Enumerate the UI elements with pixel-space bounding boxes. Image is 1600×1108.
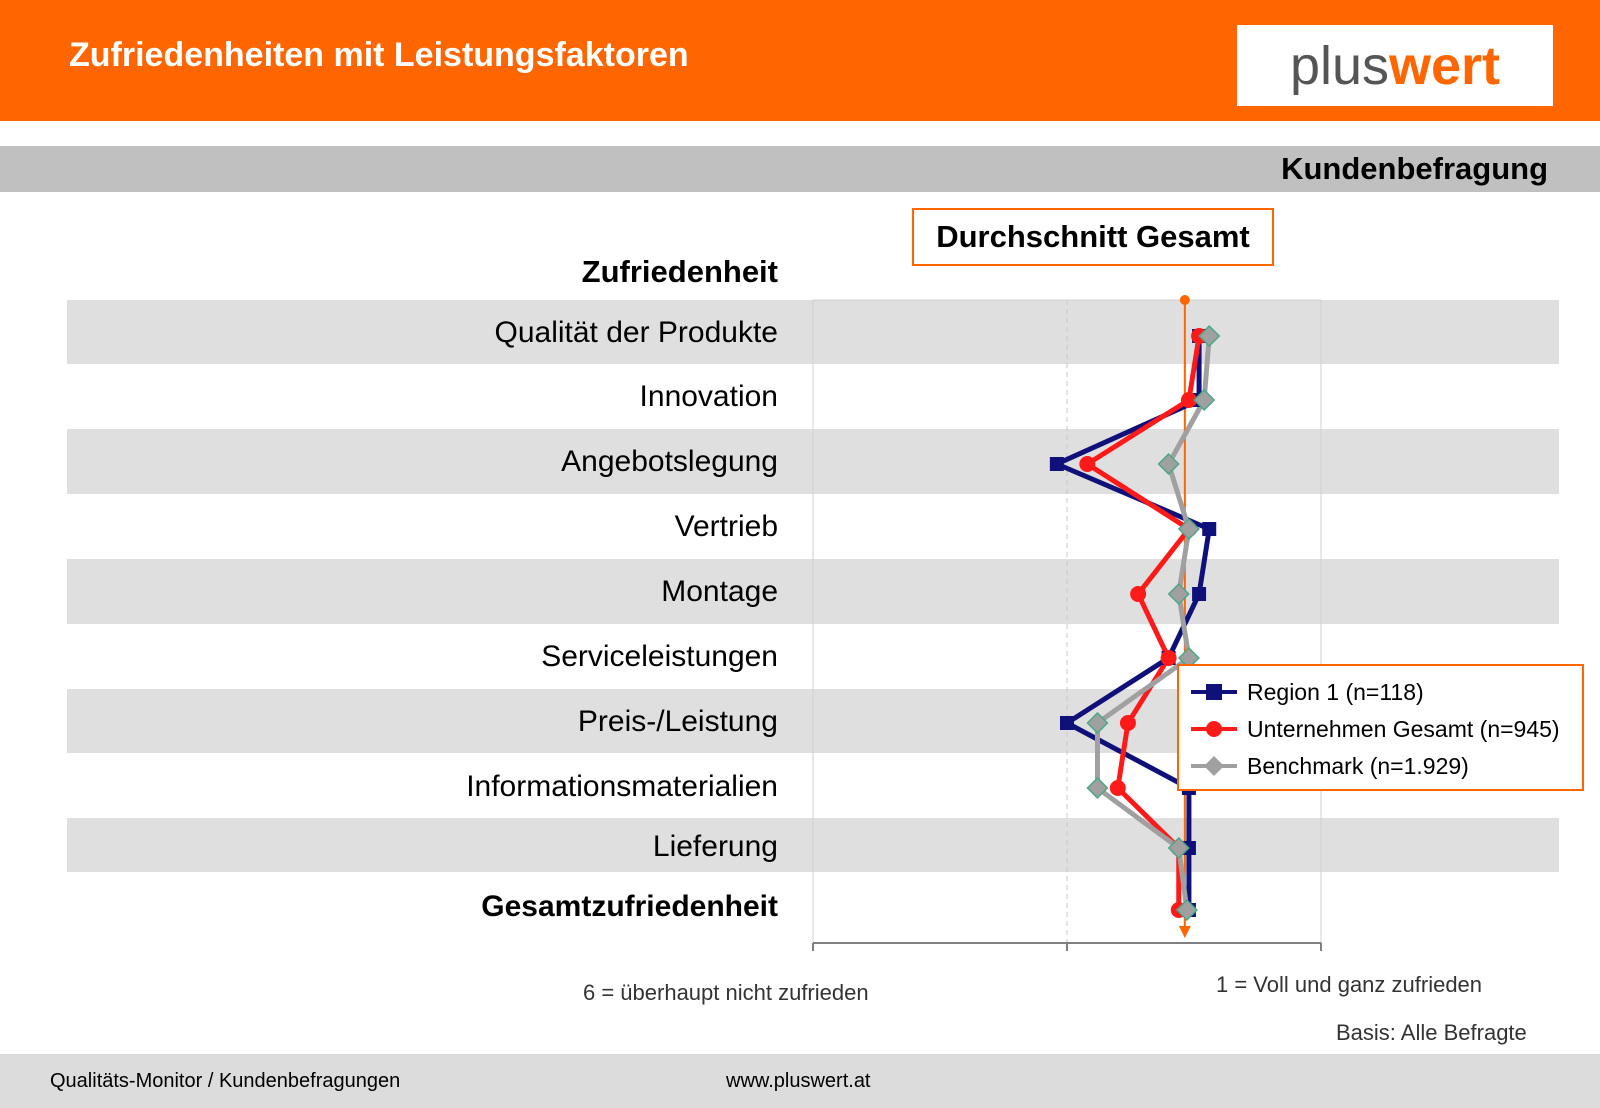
- subheader-title: Kundenbefragung: [1281, 151, 1548, 186]
- legend-label: Region 1 (n=118): [1247, 678, 1424, 705]
- basis-note: Basis: Alle Befragte: [1336, 1020, 1527, 1045]
- series-line: [1057, 336, 1209, 910]
- data-point: [1130, 586, 1146, 602]
- page-title: Zufriedenheiten mit Leistungsfaktoren: [69, 36, 689, 74]
- logo-wert: wert: [1389, 35, 1501, 96]
- category-label: Vertrieb: [674, 510, 778, 543]
- category-label: Informationsmaterialien: [466, 770, 778, 803]
- legend-item-unternehmen: [1189, 711, 1560, 747]
- category-label: Qualität der Produkte: [494, 316, 778, 349]
- column-title: Zufriedenheit: [581, 254, 778, 289]
- plot-frame: [813, 300, 1321, 943]
- legend-diamond-marker-icon: [1189, 751, 1239, 781]
- data-point: [1079, 456, 1095, 472]
- category-label-total: Gesamtzufriedenheit: [481, 890, 778, 923]
- logo-plus: plus: [1289, 35, 1389, 96]
- legend-square-marker-icon: [1189, 677, 1239, 707]
- data-point: [1161, 650, 1177, 666]
- category-label: Angebotslegung: [561, 445, 778, 478]
- legend-label: Benchmark (n=1.929): [1247, 752, 1469, 779]
- average-arrowhead: [1179, 926, 1191, 938]
- data-point: [1159, 454, 1179, 474]
- category-label: Lieferung: [652, 830, 778, 863]
- scale-max-label: 1 = Voll und ganz zufrieden: [1216, 972, 1483, 997]
- category-label: Innovation: [639, 380, 778, 413]
- legend-label: Unternehmen Gesamt (n=945): [1247, 715, 1560, 742]
- footer-bar: [0, 1054, 1600, 1108]
- legend-item-benchmark: [1189, 748, 1469, 784]
- chart-legend: [1177, 664, 1584, 791]
- category-label: Preis-/Leistung: [577, 705, 778, 738]
- data-point: [1060, 716, 1074, 730]
- data-point: [1120, 715, 1136, 731]
- scale-min-label: 6 = überhaupt nicht zufrieden: [583, 980, 869, 1005]
- category-label: Serviceleistungen: [541, 640, 778, 673]
- data-point: [1192, 587, 1206, 601]
- data-point: [1202, 522, 1216, 536]
- footer-left-text: Qualitäts-Monitor / Kundenbefragungen: [50, 1070, 401, 1092]
- data-point: [1050, 457, 1064, 471]
- data-point: [1110, 780, 1126, 796]
- average-line-start: [1180, 295, 1190, 305]
- footer-url[interactable]: www.pluswert.at: [726, 1070, 871, 1092]
- legend-circle-marker-icon: [1189, 714, 1239, 744]
- average-label-box: Durchschnitt Gesamt: [912, 208, 1274, 266]
- legend-item-region: [1189, 674, 1424, 710]
- category-label: Montage: [661, 575, 778, 608]
